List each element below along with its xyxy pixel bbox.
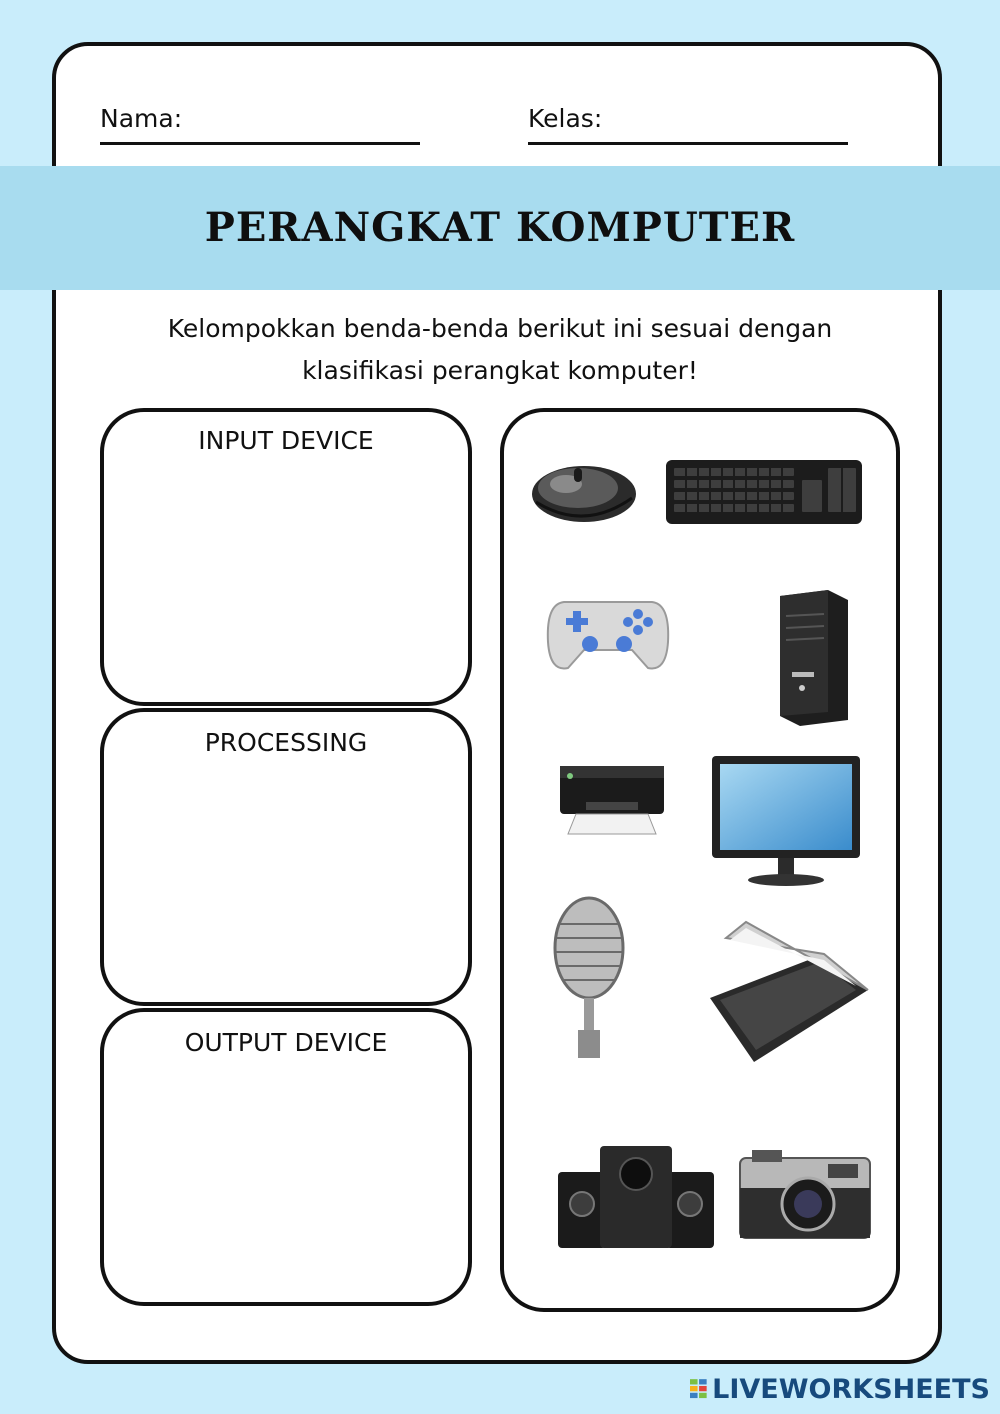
mouse-icon[interactable] [528, 454, 640, 526]
dropzone-label-output: OUTPUT DEVICE [184, 1028, 388, 1057]
microphone-icon[interactable] [546, 894, 632, 1064]
cpu-tower-icon[interactable] [772, 588, 852, 728]
instruction-line-2: klasifikasi perangkat komputer! [302, 356, 698, 385]
dropzone-processing[interactable] [100, 708, 472, 1006]
brand-name: LIVEWORKSHEETS [712, 1373, 990, 1405]
liveworksheets-logo-icon [690, 1376, 708, 1402]
name-input-line[interactable] [100, 142, 420, 145]
dropzone-input-device[interactable] [100, 408, 472, 706]
page-title: PERANGKAT KOMPUTER [204, 204, 796, 251]
instruction-text [100, 308, 900, 392]
instruction-line-1: Kelompokkan benda-benda berikut ini sesuai dengan [167, 314, 833, 343]
dropzone-label-input: INPUT DEVICE [198, 426, 374, 455]
printer-icon[interactable] [556, 758, 668, 838]
footer-brand [690, 1372, 990, 1406]
class-label: Kelas: [528, 104, 603, 133]
name-label: Nama: [100, 104, 183, 133]
keyboard-icon[interactable] [664, 456, 864, 528]
dropzone-label-processing: PROCESSING [204, 728, 368, 757]
scanner-icon[interactable] [706, 920, 872, 1066]
speakers-icon[interactable] [554, 1142, 718, 1254]
dropzone-output-device[interactable] [100, 1008, 472, 1306]
camera-icon[interactable] [736, 1144, 874, 1242]
gamepad-icon[interactable] [544, 592, 672, 674]
class-input-line[interactable] [528, 142, 848, 145]
monitor-icon[interactable] [706, 752, 866, 892]
